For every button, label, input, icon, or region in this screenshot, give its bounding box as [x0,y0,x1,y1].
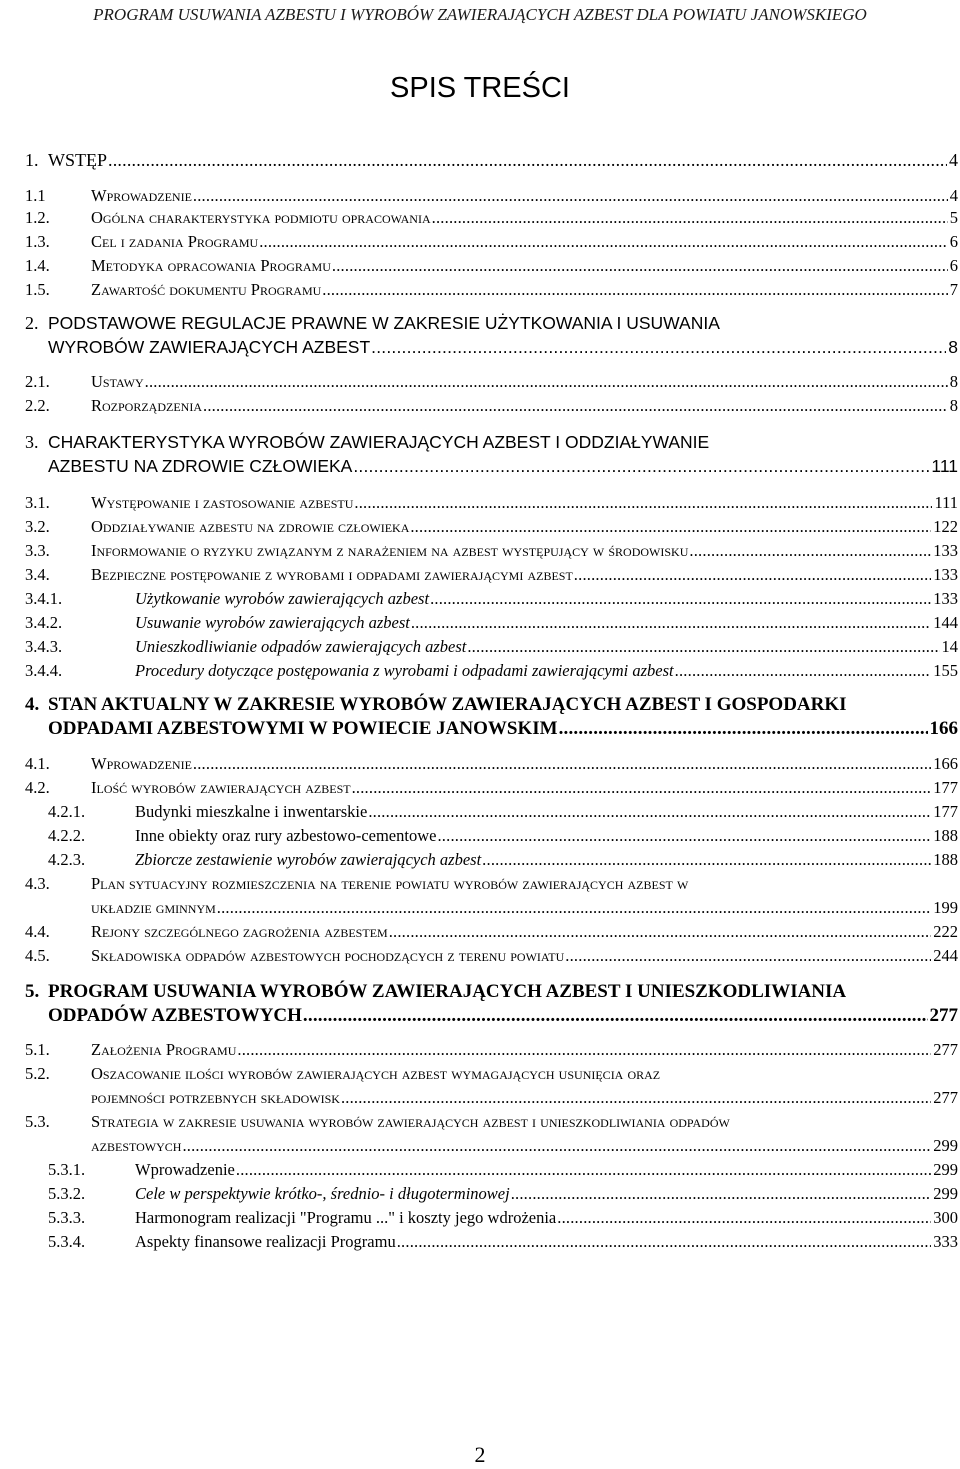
toc-num: 4.2. [25,778,50,797]
toc-entry[interactable] [135,637,958,657]
toc-text: Usuwanie wyrobów zawierających azbest [135,613,410,632]
toc-num: 3.4.2. [25,613,63,632]
toc-text: Cele w perspektywie krótko-, średnio- i długoterminowej [135,1184,510,1203]
toc-num: 1.2. [25,208,50,227]
toc-page: 333 [933,1232,958,1251]
toc-num: 3.1. [25,493,50,512]
toc-page: 144 [933,613,958,632]
toc-entry[interactable] [91,922,958,942]
toc-text: AZBESTU NA ZDROWIE CZŁOWIEKA [48,456,353,476]
toc-num: 5. [25,981,40,1002]
toc-entry[interactable] [91,565,958,585]
toc-text: Wprowadzenie [91,186,192,205]
toc-entry[interactable] [91,186,958,206]
toc-page: 4 [949,150,958,170]
toc-page: 111 [931,456,958,476]
toc-text: Ilość wyrobów zawierających azbest [91,778,351,797]
toc-num: 5.1. [25,1040,50,1059]
toc-entry[interactable] [91,1040,958,1060]
toc-page: 199 [933,898,958,917]
toc-entry[interactable] [135,589,958,609]
toc-entry[interactable] [91,208,958,228]
toc-text: ODPADÓW AZBESTOWYCH [48,1005,302,1026]
toc-entry[interactable] [48,1005,958,1027]
toc-text: Wprowadzenie [135,1160,235,1179]
toc-entry[interactable] [135,613,958,633]
toc-num: 4.2.3. [48,850,86,869]
toc-entry[interactable] [135,802,958,822]
toc-text: Unieszkodliwianie odpadów zawierających azbest [135,637,467,656]
toc-page: 299 [933,1184,958,1203]
toc-page: 133 [933,565,958,584]
toc-num: 4.4. [25,922,50,941]
toc-text: Występowanie i zastosowanie azbestu [91,493,354,512]
toc-text: Oddziaływanie azbestu na zdrowie człowieka [91,517,410,536]
toc-num: 3.4.4. [25,661,63,680]
toc-text: Zawartość dokumentu Programu [91,280,322,299]
toc-text: ODPADAMI AZBESTOWYMI W POWIECIE JANOWSKIM [48,718,558,739]
toc-text: pojemności potrzebnych składowisk [91,1088,340,1107]
toc-page: 222 [933,922,958,941]
toc-entry[interactable] [91,946,958,966]
page-title: SPIS TREŚCI [390,72,570,104]
toc-num: 5.3.4. [48,1232,86,1251]
toc-text: Aspekty finansowe realizacji Programu [135,1232,396,1251]
toc-num: 3.4.3. [25,637,63,656]
toc-entry[interactable] [91,372,958,392]
toc-page: 14 [941,637,958,656]
toc-num: 3.2. [25,517,50,536]
toc-num: 2.1. [25,372,50,391]
toc-entry[interactable] [91,754,958,774]
toc-entry[interactable] [91,1088,958,1108]
toc-text: Bezpieczne postępowanie z wyrobami i odpadami zawierającymi azbest [91,565,573,584]
toc-text: Ustawy [91,372,144,391]
toc-text-line1: PODSTAWOWE REGULACJE PRAWNE W ZAKRESIE UŻYTKOWANIA I USUWANIA [48,313,720,333]
toc-page: 133 [933,589,958,608]
toc-num: 1.5. [25,280,50,299]
toc-page: 299 [933,1160,958,1179]
toc-num: 2. [25,313,39,333]
toc-entry[interactable] [135,1160,958,1180]
toc-text: Metodyka opracowania Programu [91,256,331,275]
toc-num: 5.3.1. [48,1160,86,1179]
toc-text-line1: PROGRAM USUWANIA WYROBÓW ZAWIERAJĄCYCH AZBEST I UNIESZKODLIWIANIA [48,981,847,1002]
toc-text: Rejony szczególnego zagrożenia azbestem [91,922,388,941]
toc-num: 3.3. [25,541,50,560]
toc-entry[interactable] [91,256,958,276]
toc-page: 166 [933,754,958,773]
toc-entry[interactable] [135,1208,958,1228]
toc-entry[interactable] [48,337,958,358]
toc-page: 155 [933,661,958,680]
toc-entry[interactable] [91,541,958,561]
toc-num: 4.3. [25,874,50,893]
toc-num: 1.4. [25,256,50,275]
toc-text-line1: Oszacowanie ilości wyrobów zawierających azbest wymagających usunięcia oraz [91,1064,661,1083]
toc-entry[interactable] [91,1136,958,1156]
toc-num: 3.4. [25,565,50,584]
toc-entry[interactable] [135,661,958,681]
toc-page: 7 [949,280,958,299]
toc-text: Harmonogram realizacji "Programu ..." i koszty jego wdrożenia [135,1208,557,1227]
toc-num: 4.1. [25,754,50,773]
toc-num: 3. [25,432,39,452]
toc-entry[interactable] [135,1232,958,1252]
toc-text: Wprowadzenie [91,754,192,773]
toc-entry[interactable] [91,493,958,513]
toc-page: 188 [933,850,958,869]
toc-text: Informowanie o ryzyku związanym z narażeniem na azbest występujący w środowisku [91,541,689,560]
toc-page: 277 [933,1040,958,1059]
toc-page: 177 [933,778,958,797]
toc-entry[interactable] [91,517,958,537]
toc-page: 4 [949,186,958,205]
toc-num: 1. [25,150,39,170]
toc-num: 3.4.1. [25,589,63,608]
toc-page: 188 [933,826,958,845]
toc-page: 299 [933,1136,958,1155]
toc-text: Inne obiekty oraz rury azbestowo-cementowe [135,826,437,845]
toc-text: układzie gminnym [91,898,216,917]
toc-page: 5 [949,208,958,227]
toc-text: Zbiorcze zestawienie wyrobów zawierających azbest [135,850,482,869]
toc-num: 5.3.2. [48,1184,86,1203]
toc-num: 4.2.1. [48,802,86,821]
toc-page: 111 [934,493,958,512]
toc-num: 2.2. [25,396,50,415]
toc-text: WYROBÓW ZAWIERAJĄCYCH AZBEST [48,337,371,357]
toc-entry[interactable] [48,150,958,171]
toc-num: 5.3.3. [48,1208,86,1227]
toc-page: 133 [933,541,958,560]
toc-text-line1: STAN AKTUALNY W ZAKRESIE WYROBÓW ZAWIERAJĄCYCH AZBEST I GOSPODARKI [48,694,847,715]
toc-text-line1: Plan sytuacyjny rozmieszczenia na terenie powiatu wyrobów zawierających azbest w [91,874,689,893]
toc-num: 4. [25,694,40,715]
toc-num: 1.3. [25,232,50,251]
toc-text: Cel i zadania Programu [91,232,259,251]
toc-page: 300 [933,1208,958,1227]
toc-page: 177 [933,802,958,821]
toc-text: Założenia Programu [91,1040,237,1059]
toc-text: WSTĘP [48,150,108,170]
toc-entry[interactable] [91,280,958,300]
toc-num: 1.1 [25,186,46,205]
toc-page: 8 [948,337,958,357]
toc-entry[interactable] [91,396,958,416]
toc-entry[interactable] [91,778,958,798]
toc-text: Budynki mieszkalne i inwentarskie [135,802,368,821]
toc-page: 166 [929,718,958,739]
toc-text: Rozporządzenia [91,396,202,415]
toc-entry[interactable] [48,456,958,477]
toc-num: 4.2.2. [48,826,86,845]
toc-entry[interactable] [135,1184,958,1204]
toc-entry[interactable] [48,718,958,740]
running-header: PROGRAM USUWANIA AZBESTU I WYROBÓW ZAWIERAJĄCYCH AZBEST DLA POWIATU JANOWSKIEGO [93,5,867,24]
toc-text: Użytkowanie wyrobów zawierających azbest [135,589,430,608]
toc-entry[interactable] [135,850,958,870]
toc-page: 6 [949,232,958,251]
toc-entry[interactable] [91,232,958,252]
toc-text: azbestowych [91,1136,182,1155]
toc-text: Ogólna charakterystyka podmiotu opracowania [91,208,431,227]
toc-num: 5.3. [25,1112,50,1131]
toc-page: 6 [949,256,958,275]
toc-page: 277 [933,1088,958,1107]
toc-text-line1: Strategia w zakresie usuwania wyrobów zawierających azbest i unieszkodliwiania odpadów [91,1112,730,1131]
toc-entry[interactable] [135,826,958,846]
toc-num: 4.5. [25,946,50,965]
toc-page: 277 [929,1005,958,1026]
toc-text: Procedury dotyczące postępowania z wyrobami i odpadami zawierającymi azbest [135,661,674,680]
toc-page: 8 [949,396,958,415]
page-number: 2 [474,1442,486,1467]
toc-entry[interactable] [91,898,958,918]
toc-page: 8 [949,372,958,391]
toc-page: 122 [933,517,958,536]
toc-text: Składowiska odpadów azbestowych pochodzących z terenu powiatu [91,946,565,965]
toc-text-line1: CHARAKTERYSTYKA WYROBÓW ZAWIERAJĄCYCH AZBEST I ODDZIAŁYWANIE [48,432,710,452]
toc-num: 5.2. [25,1064,50,1083]
toc-page: 244 [933,946,958,965]
